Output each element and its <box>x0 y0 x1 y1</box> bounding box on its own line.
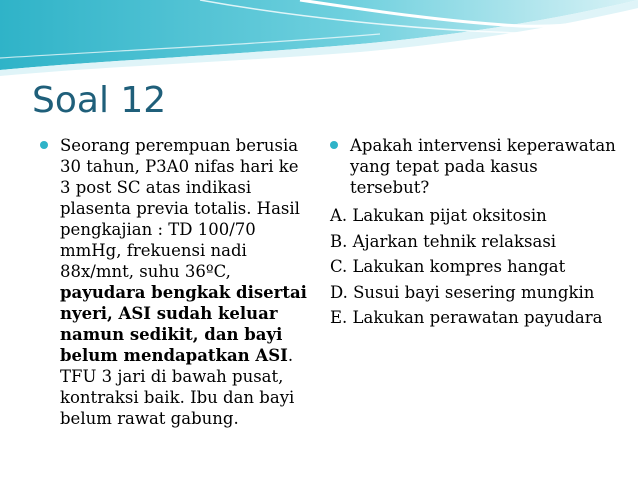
case-description <box>40 135 312 429</box>
answer-options <box>330 203 620 331</box>
answer-option-d[interactable]: D. Susui bayi sesering mungkin <box>330 282 595 302</box>
answer-option-b[interactable]: B. Ajarkan tehnik relaksasi <box>330 231 557 251</box>
slide-title: Soal 12 <box>32 80 167 121</box>
question-block <box>330 135 620 331</box>
question-text: Apakah intervensi keperawatan yang tepat pada kasus tersebut? <box>350 136 616 197</box>
header-wave-decoration <box>0 0 638 80</box>
case-text-part-1: Seorang perempuan berusia 30 tahun, P3A0 nifas hari ke 3 post SC atas indikasi plasenta previa totalis. Hasil pengkajian : TD 100/70 mmHg, frekuensi nadi 88x/mnt, suhu 36ºC, <box>60 136 300 281</box>
round-bullet-icon <box>40 141 48 149</box>
answer-option-e[interactable]: E. Lakukan perawatan payudara <box>330 308 603 327</box>
round-bullet-icon <box>330 141 338 149</box>
question-bullet-item <box>330 135 620 198</box>
answer-option-c[interactable]: C. Lakukan kompres hangat <box>330 257 566 276</box>
answer-option-a[interactable]: A. Lakukan pijat oksitosin <box>330 206 547 225</box>
case-text-bold: payudara bengkak disertai nyeri, ASI sudah keluar namun sedikit, dan bayi belum mendapatkan ASI <box>60 283 307 365</box>
case-bullet-item <box>40 135 312 429</box>
case-text-part-2: . TFU 3 jari di bawah pusat, kontraksi baik. Ibu dan bayi belum rawat gabung. <box>60 346 295 428</box>
